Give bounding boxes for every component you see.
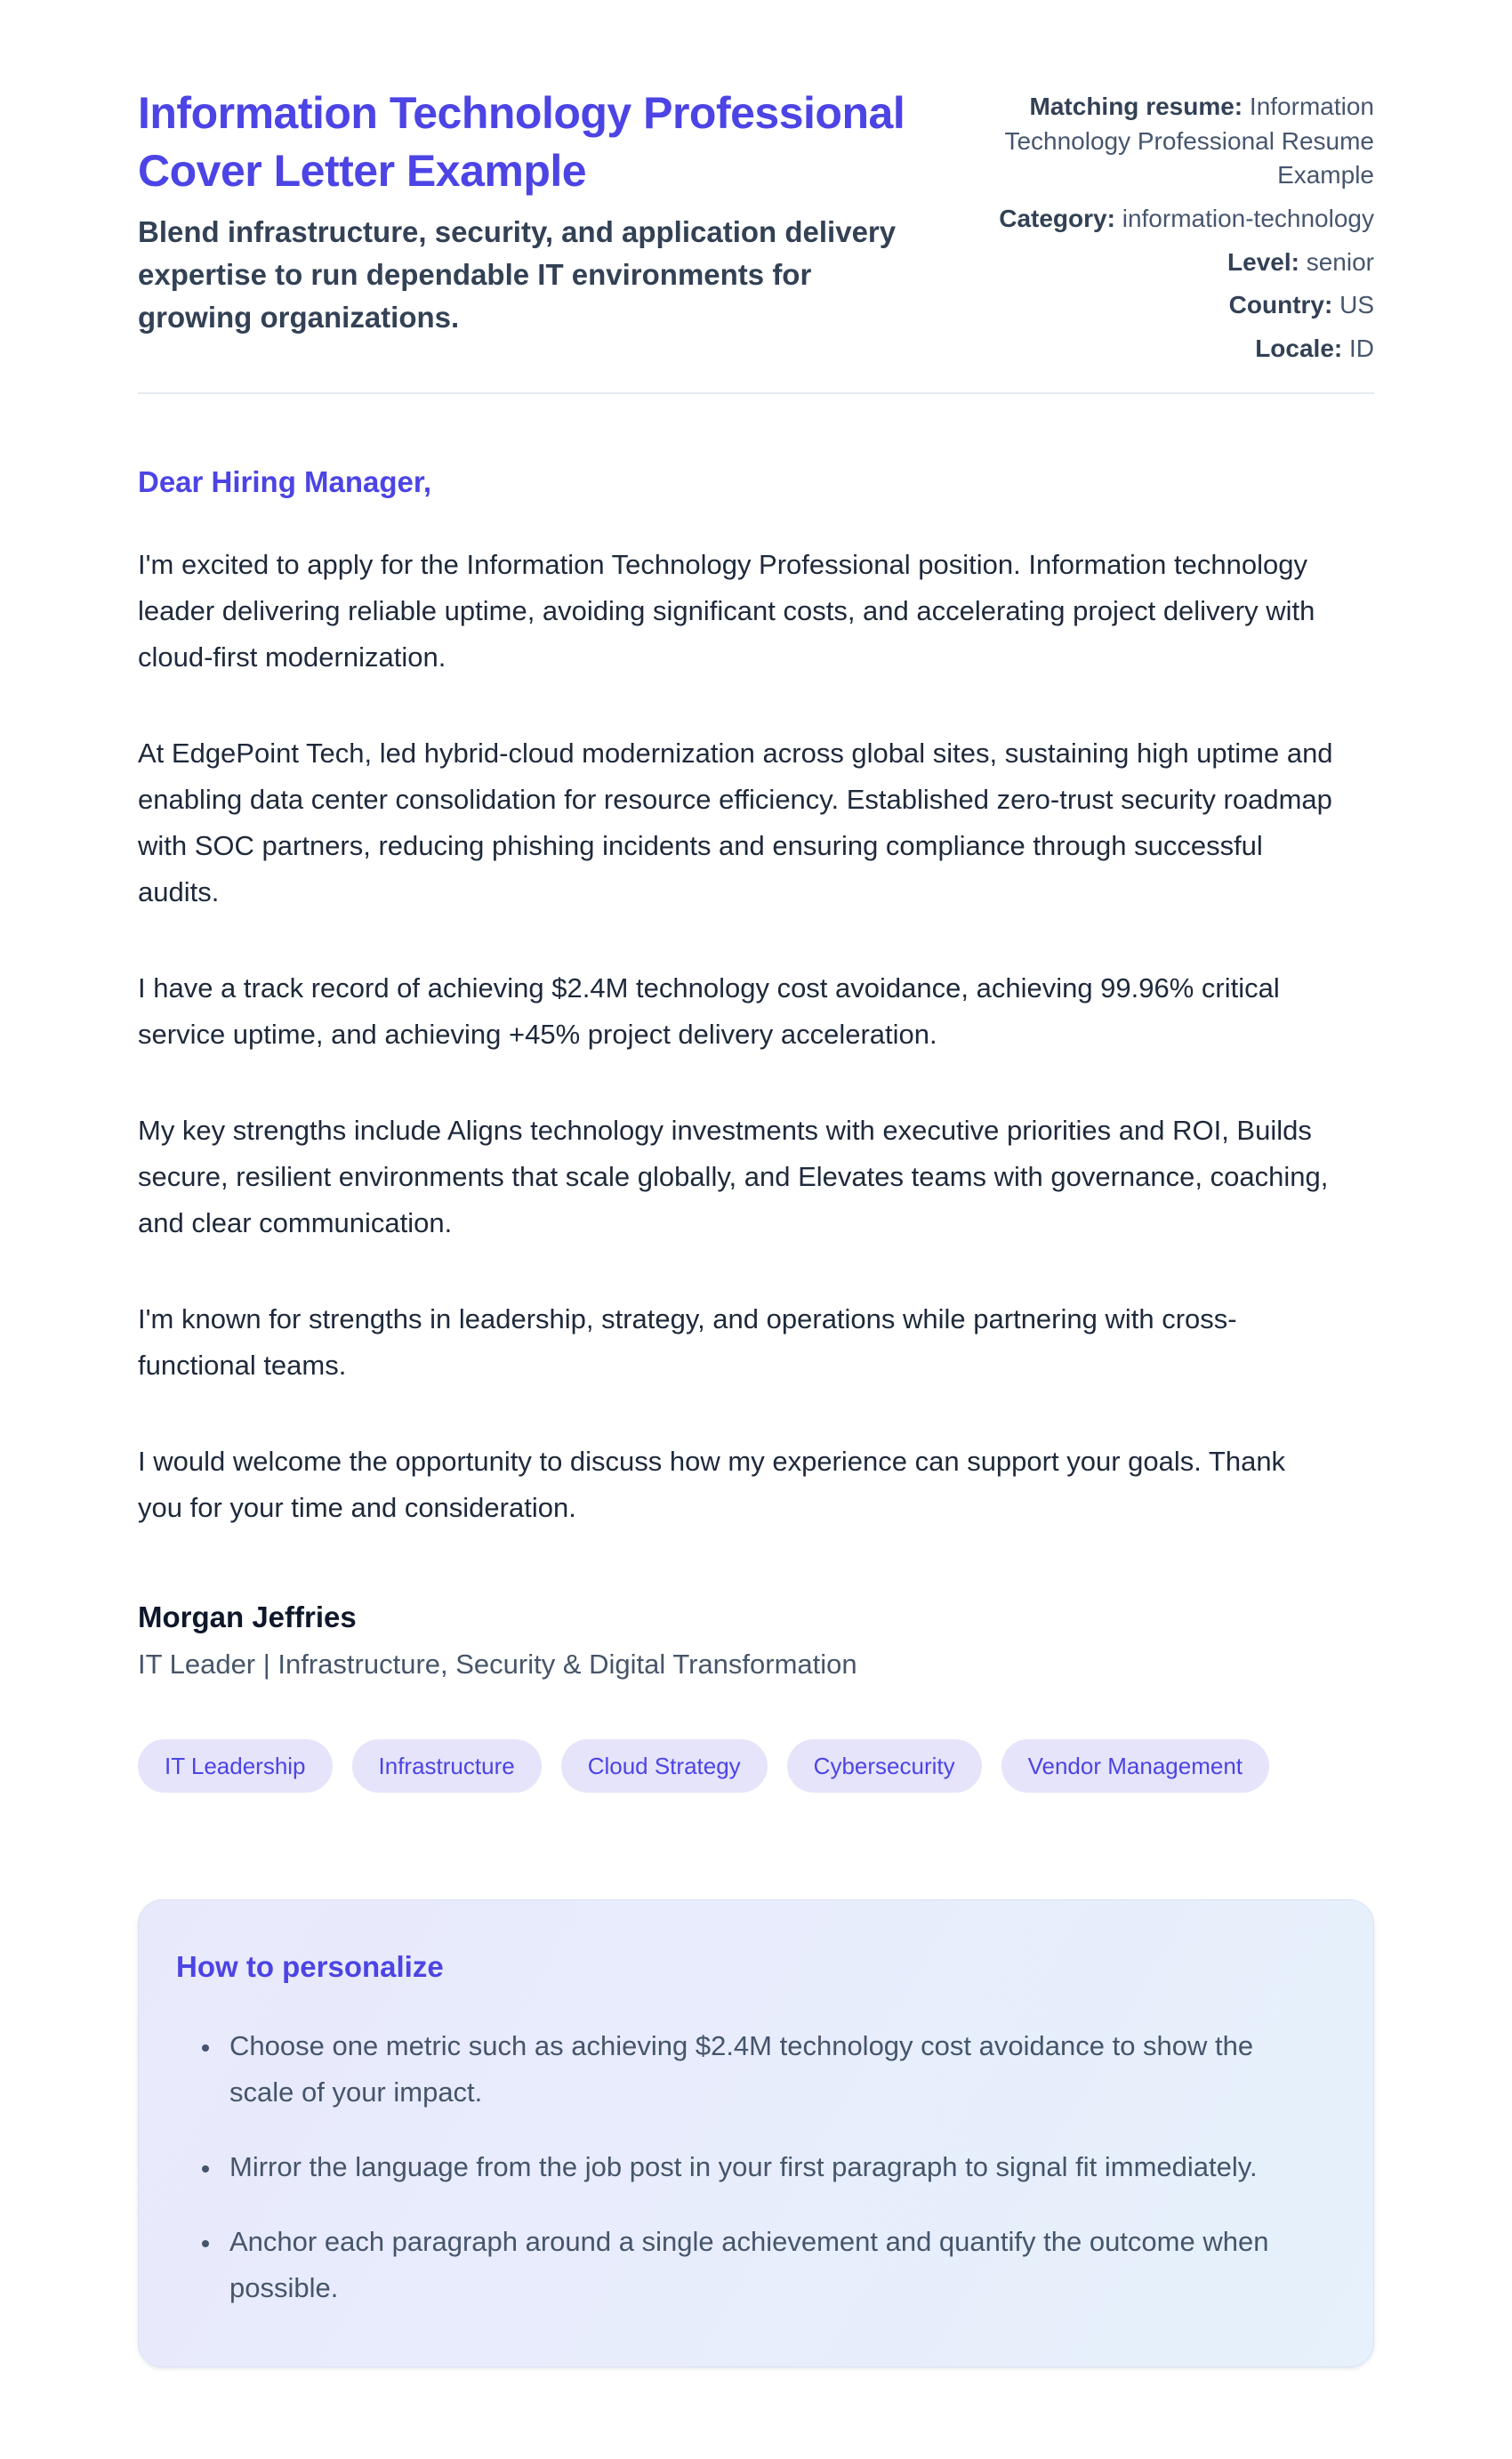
- tag-it-leadership[interactable]: IT Leadership: [138, 1739, 333, 1793]
- letter-paragraph: I'm excited to apply for the Information Technology Professional position. Information technology leader delivering reliable uptime, avoiding significant costs, and accelerating project delivery with cloud-first modernization.: [138, 549, 1315, 673]
- tag-infrastructure[interactable]: Infrastructure: [352, 1739, 542, 1793]
- meta-row-country: [987, 288, 1374, 323]
- letter-paragraph: My key strengths include Aligns technology investments with executive priorities and ROI, Builds secure, resilient environments that scale globally, and Elevates teams with governance, coaching, and clear communication.: [138, 1115, 1329, 1239]
- page-subtitle: Blend infrastructure, security, and application delivery expertise to run dependable IT environments for growing organizations.: [138, 215, 897, 335]
- tag-cloud-strategy[interactable]: Cloud Strategy: [561, 1739, 768, 1793]
- meta-value: ID: [1349, 334, 1374, 362]
- matching-resume-meta: [987, 85, 1374, 366]
- tip-item: • Anchor each paragraph around a single achievement and quantify the outcome when possible.: [222, 2219, 1320, 2311]
- meta-row-locale: [987, 332, 1374, 367]
- page-title: Information Technology Professional Cover Letter Example: [138, 88, 905, 196]
- letter-paragraph: At EdgePoint Tech, led hybrid-cloud modernization across global sites, sustaining high uptime and enabling data center consolidation for resource efficiency. Established zero-trust security roadmap with SOC partners, reducing phishing incidents and ensuring compliance through successful audits.: [138, 738, 1333, 908]
- tips-heading: How to personalize: [176, 1950, 444, 1984]
- letter-paragraph: I have a track record of achieving $2.4M technology cost avoidance, achieving 99.96% critical service uptime, and achieving +45% project delivery acceleration.: [138, 972, 1280, 1051]
- meta-value: Information Technology Professional Resume Example: [1004, 93, 1374, 189]
- meta-label: Locale:: [1255, 334, 1343, 362]
- tag-cybersecurity[interactable]: Cybersecurity: [787, 1739, 982, 1793]
- signature-name: Morgan Jeffries: [138, 1600, 357, 1634]
- skill-tags-row: [138, 1739, 1374, 1793]
- tips-list: [176, 2023, 1320, 2311]
- page-header: [138, 85, 1374, 366]
- letter-paragraph: I would welcome the opportunity to discuss how my experience can support your goals. Thank you for your time and consideration.: [138, 1446, 1286, 1524]
- meta-row-category: [987, 202, 1374, 237]
- tip-item: • Mirror the language from the job post in your first paragraph to signal fit immediately.: [222, 2144, 1320, 2190]
- letter-greeting: Dear Hiring Manager,: [138, 465, 432, 499]
- how-to-personalize-box: [138, 1899, 1374, 2367]
- header-divider: [138, 392, 1374, 394]
- header-title-block: [138, 85, 921, 340]
- meta-row-matching-resume: [987, 90, 1374, 193]
- meta-label: Level:: [1227, 247, 1299, 276]
- cover-letter-body: [138, 465, 1374, 1681]
- meta-label: Matching resume:: [1029, 93, 1243, 120]
- signature-role: IT Leader | Infrastructure, Security & Digital Transformation: [138, 1649, 857, 1681]
- meta-label: Country:: [1228, 291, 1333, 319]
- letter-paragraph: I'm known for strengths in leadership, strategy, and operations while partnering with cross-functional teams.: [138, 1303, 1237, 1382]
- tag-vendor-management[interactable]: Vendor Management: [1001, 1739, 1269, 1793]
- meta-label: Category:: [999, 204, 1115, 232]
- meta-value: senior: [1306, 247, 1374, 276]
- meta-row-level: [987, 246, 1374, 280]
- tip-item: • Choose one metric such as achieving $2.4M technology cost avoidance to show the scale of your impact.: [222, 2023, 1320, 2116]
- signature-block: [138, 1600, 1374, 1681]
- meta-value: US: [1339, 291, 1374, 319]
- meta-value: information-technology: [1122, 204, 1374, 232]
